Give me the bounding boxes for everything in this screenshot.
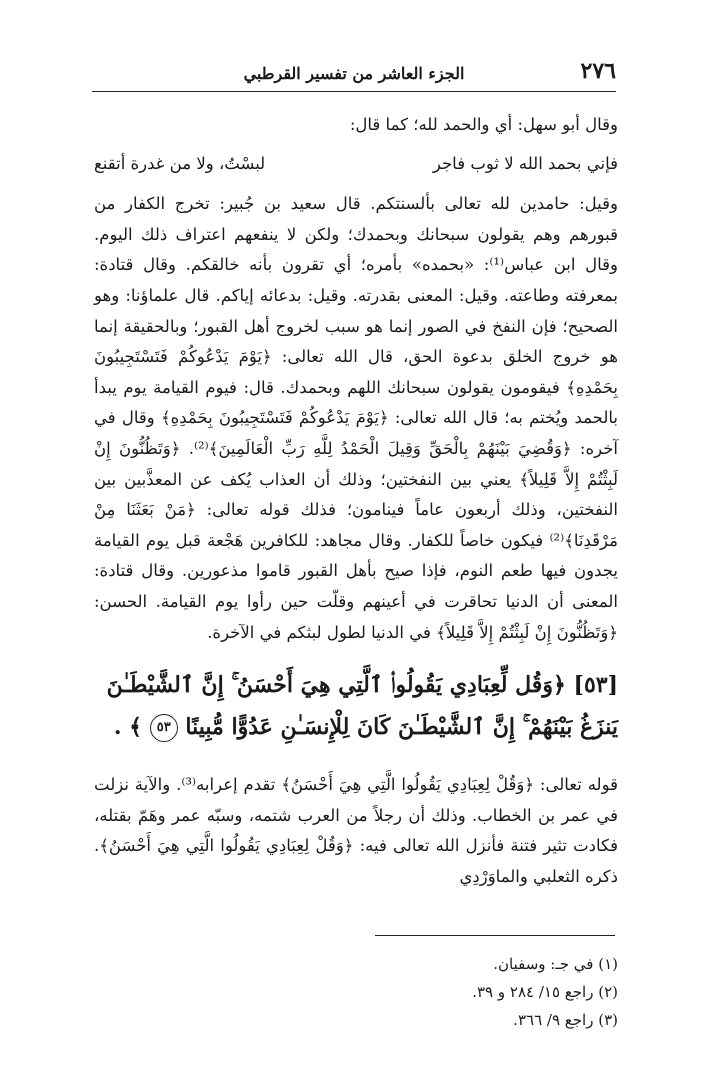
verse-closing: ﴾ . <box>113 714 143 741</box>
quran-verse-block <box>94 664 618 748</box>
header-rule <box>92 91 616 92</box>
commentary-paragraph-2: قوله تعالى: ﴿وَقُلْ لِعِبَادِي يَقُولُوا الَّتِي هِيَ أَحْسَنُ﴾ تقدم إعرابه⁽³⁾. والآية نزلت في عمر بن الخطاب. وذلك أن رجلاً من العرب شتمه، وسبّه عمر وهَمّ بقتله، فكادت تثير فتنة فأنزل الله تعالى فيه: ﴿وَقُلْ لِعِبَادِي يَقُولُوا الَّتِي هِيَ أَحْسَنُ﴾. ذكره الثعلبي والماوَرْدِي <box>94 775 618 886</box>
verse-number: [٥٣] <box>573 672 618 699</box>
poem-hemistich-second: لبسْتُ، ولا من غدرة أتقنع <box>94 153 266 173</box>
intro-line: وقال أبو سهل: أي والحمد لله؛ كما قال: <box>349 115 618 134</box>
page-header <box>92 58 616 92</box>
verse-text: ﴿وَقُل لِّعِبَادِي يَقُولُوا۟ ٱلَّتِي هِيَ أَحْسَنُ ۚ إِنَّ ٱلشَّيْطَـٰنَ يَنزَغُ بَيْنَهُمْ ۚ إِنَّ ٱلشَّيْطَـٰنَ كَانَ لِلْإِنسَـٰنِ عَدُوًّا مُّبِينًا <box>106 672 618 741</box>
footnote: (٣) راجع ٩/ ٣٦٦. <box>513 1011 618 1029</box>
poem-hemistich-first: فإني بحمد الله لا ثوب فاجر <box>432 153 618 173</box>
footnotes <box>94 950 618 1034</box>
footnote-divider <box>375 935 615 936</box>
commentary-paragraph: وقيل: حامدين لله تعالى بألسنتكم. قال سعيد بن جُبير: تخرج الكفار من قبورهم وهم يقولون سبحانك وبحمدك؛ ولكن لا ينفعهم اعتراف ذلك اليوم. وقال ابن عباس⁽¹⁾: «بحمده» بأمره؛ أي تقرون بأنه خالقكم. وقال قتادة: بمعرفته وطاعته. وقيل: المعنى بقدرته. وقيل: بدعائه إياكم. قال علماؤنا: وهو الصحيح؛ فإن النفخ في الصور إنما هو سبب لخروج أهل القبور؛ وبالحقيقة إنما هو خروج الخلق بدعوة الحق، قال الله تعالى: ﴿يَوْمَ يَدْعُوكُمْ فَتَسْتَجِيبُونَ بِحَمْدِهِ﴾ فيقومون يقولون سبحانك اللهم وبحمدك. قال: فيوم القيامة يوم يبدأ بالحمد ويُختم به؛ قال الله تعالى: ﴿يَوْمَ يَدْعُوكُمْ فَتَسْتَجِيبُونَ بِحَمْدِهِ﴾ وقال في آخره: ﴿وَقُضِيَ بَيْنَهُمْ بِالْحَقِّ وَقِيلَ الْحَمْدُ لِلَّهِ رَبِّ الْعَالَمِينَ﴾⁽²⁾. ﴿وَتَظُنُّونَ إِنْ لَبِثْتُمْ إِلاَّ قَلِيلاً﴾ يعني بين النفختين؛ وذلك أن العذاب يُكف عن المعذَّبين بين النفختين، وذلك أربعون عاماً فينامون؛ فذلك قوله تعالى: ﴿مَنْ بَعَثَنَا مِنْ مَرْقَدِنَا﴾⁽²⁾ فيكون خاصاً للكفار. وقال مجاهد: للكافرين هَجْعة قبل يوم القيامة يجدون فيها طعم النوم، فإذا صيح بأهل القبور قاموا مذعورين. وقال قتادة: المعنى أن الدنيا تحاقرت في أعينهم وقلّت حين رأوا يوم القيامة. الحسن: ﴿وَتَظُنُّونَ إِنْ لَبِثْتُمْ إِلاَّ قَلِيلاً﴾ في الدنيا لطول لبثكم في الآخرة. <box>94 194 618 642</box>
main-text <box>94 110 618 892</box>
poem-verse <box>94 149 618 180</box>
page-number: ٢٧٦ <box>580 58 616 84</box>
verse-end-marker: ٥٣ <box>150 714 178 742</box>
footnote: (١) في جـ: وسفيان. <box>493 955 618 973</box>
footnote: (٢) راجع ١٥/ ٢٨٤ و ٣٩. <box>472 983 618 1001</box>
running-title: الجزء العاشر من تفسير القرطبي <box>243 64 465 83</box>
